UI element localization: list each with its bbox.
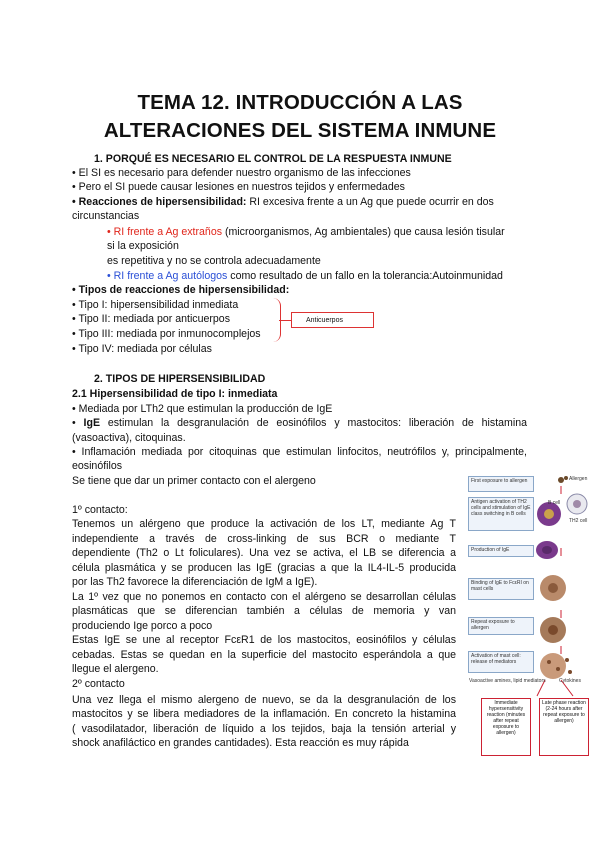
sub-bullet-self-ag <box>107 270 503 283</box>
first-contact-line-6: La 1º vez que no ponemos en contacto con el alérgeno se desarrollan células <box>72 591 456 603</box>
figure-step-3: Production of IgE <box>468 545 534 557</box>
bracket-connector <box>279 320 291 321</box>
section-2-bullet-2-cont: (vasoactiva), citoquinas. <box>72 432 186 444</box>
second-contact-line-2: mastocitos y se libera mediadores de la inflamación. En concreto la histamina <box>72 708 456 720</box>
second-contact-heading: 2º contacto <box>72 678 125 690</box>
foreign-ag-rest: (microorganismos, Ag ambientales) que causa lesión tisular <box>222 226 505 238</box>
section-2-bullet-3-cont: eosinófilos <box>72 460 123 472</box>
first-contact-line-7: plasmáticas que se diferencian también a células de memoria y van <box>72 605 456 617</box>
types-heading: • Tipos de reacciones de hipersensibilidad: <box>72 284 290 296</box>
section-1-bullet-3-cont: circunstancias <box>72 210 140 222</box>
section-2-heading: 2. TIPOS DE HIPERSENSIBILIDAD <box>94 373 266 385</box>
first-contact-line-1: Tenemos un alérgeno que produce la activación de los LT, mediante Ag T <box>72 518 456 530</box>
mast-cell-1-icon <box>540 575 566 601</box>
type-i-hypersensitivity-figure <box>465 470 595 762</box>
section-1-bullet-1: • El SI es necesario para defender nuestro organismo de las infecciones <box>72 167 411 179</box>
second-contact-line-4: shock anafiláctico en grandes cantidades). Esta reacción es muy rápida <box>72 737 409 749</box>
first-contact-line-8: produciendo Ige porco a poco <box>72 620 213 632</box>
section-1-heading: 1. PORQUÉ ES NECESARIO EL CONTROL DE LA RESPUESTA INMUNE <box>94 153 452 165</box>
figure-label-vasoactive: Vasoactive amines, lipid mediators <box>469 678 546 684</box>
figure-step-1: First exposure to allergen <box>468 476 534 492</box>
section-2-bullet-1: • Mediada por LTh2 que estimulan la producción de IgE <box>72 403 333 415</box>
second-contact-line-1: Una vez llega el mismo alergeno de nuevo, se da la desgranulación de los <box>72 694 456 706</box>
immediate-reaction-box: Immediate hypersensitivity reaction (minutes after repeat exposure to allergen) <box>481 698 531 756</box>
self-ag-rest: como resultado de un fallo en la tolerancia:Autoinmunidad <box>227 270 503 282</box>
sub-bullet-foreign-ag-l3: es repetitiva y no se controla adecuadamente <box>107 255 321 267</box>
figure-cell-illustration <box>533 470 595 700</box>
first-contact-line-2: independiente a través de cross-linking de sus BCR o mediante T <box>72 533 456 545</box>
first-contact-line-11: llegue el alergeno. <box>72 663 159 675</box>
mast-cell-3-icon <box>540 653 572 679</box>
first-contact-intro: Se tiene que dar un primer contacto con el alergeno <box>72 475 316 487</box>
late-phase-reaction-box: Late phase reaction (2-24 hours after repeat exposure to allergen) <box>539 698 589 756</box>
sub-bullet-foreign-ag-l2: si la exposición <box>107 240 179 252</box>
type-item-2: • Tipo II: mediada por anticuerpos <box>72 313 230 325</box>
figure-step-5: Repeat exposure to allergen <box>468 617 534 635</box>
type-item-1: • Tipo I: hipersensibilidad inmediata <box>72 299 239 311</box>
section-2-bullet-3: • Inflamación mediada por citoquinas que estimulan linfocitos, neutrófilos y, principalmente, <box>72 446 527 458</box>
page-title-line-2: ALTERACIONES DEL SISTEMA INMUNE <box>103 119 497 142</box>
first-contact-line-5: por las Th2 favorece la diferenciación de IgM a IgE). <box>72 576 318 588</box>
second-contact-line-3: ( vasodilatador, liberación de líquido a los tejidos, baja la tensión arterial y <box>72 723 456 735</box>
type-item-3: • Tipo III: mediada por inmunocomplejos <box>72 328 261 340</box>
ige-description: estimulan la desgranulación de eosinófilos y mastocitos: liberación de histamina <box>100 417 527 429</box>
sub-bullet-foreign-ag <box>107 226 505 239</box>
anticuerpos-note: Anticuerpos <box>291 312 374 328</box>
mast-cell-2-icon <box>540 617 566 643</box>
allergen-icon <box>558 476 568 483</box>
figure-step-4: Binding of IgE to FcεRI on mast cells <box>468 578 534 600</box>
type-item-4: • Tipo IV: mediada por células <box>72 343 212 355</box>
first-contact-heading: 1º contacto: <box>72 504 128 516</box>
figure-step-6: Activation of mast cell: release of mediators <box>468 651 534 673</box>
plasma-cell-icon <box>536 541 558 559</box>
figure-step-2: Antigen activation of TH2 cells and stimulation of IgE class switching in B cells <box>468 497 534 531</box>
hypersensitivity-term: • Reacciones de hipersensibilidad: <box>72 196 247 208</box>
figure-label-allergen: Allergen <box>569 476 588 482</box>
section-2-bullet-2: • IgE estimulan la desgranulación de eosinófilos y mastocitos: liberación de histamina <box>72 417 527 429</box>
hypersensitivity-definition: RI excesiva frente a un Ag que puede ocurrir en dos <box>246 196 494 208</box>
figure-label-th2: TH2 cell <box>569 518 588 524</box>
th2-cell-icon <box>567 494 587 514</box>
first-contact-line-9: Estas IgE se une al receptor FcεR1 de los mastocitos, eosinófilos y células <box>72 634 456 646</box>
self-ag-highlight: • RI frente a Ag autólogos <box>107 270 228 282</box>
figure-label-cytokines: Cytokines <box>559 678 581 684</box>
first-contact-line-4: célula plasmática y se producen las IgE (gracias a que la IL4-IL-5 producida <box>72 562 456 574</box>
first-contact-line-10: cebadas. Estas se quedan en la superficie del mastocito esperándola a que <box>72 649 456 661</box>
first-contact-line-3: dependiente (Th2 o Lt foliculares). Una vez se activa, el LB se diferencia a <box>72 547 456 559</box>
section-1-bullet-2: • Pero el SI puede causar lesiones en nuestros tejidos y enfermedades <box>72 181 405 193</box>
page-title-line-1: TEMA 12. INTRODUCCIÓN A LAS <box>137 91 463 114</box>
section-1-bullet-3 <box>72 196 494 209</box>
foreign-ag-highlight: • RI frente a Ag extraños <box>107 226 223 238</box>
ige-term: IgE <box>83 417 101 429</box>
figure-label-b-cell: B cell <box>548 500 561 506</box>
subsection-2-1-heading: 2.1 Hipersensibilidad de tipo I: inmediata <box>72 388 278 400</box>
